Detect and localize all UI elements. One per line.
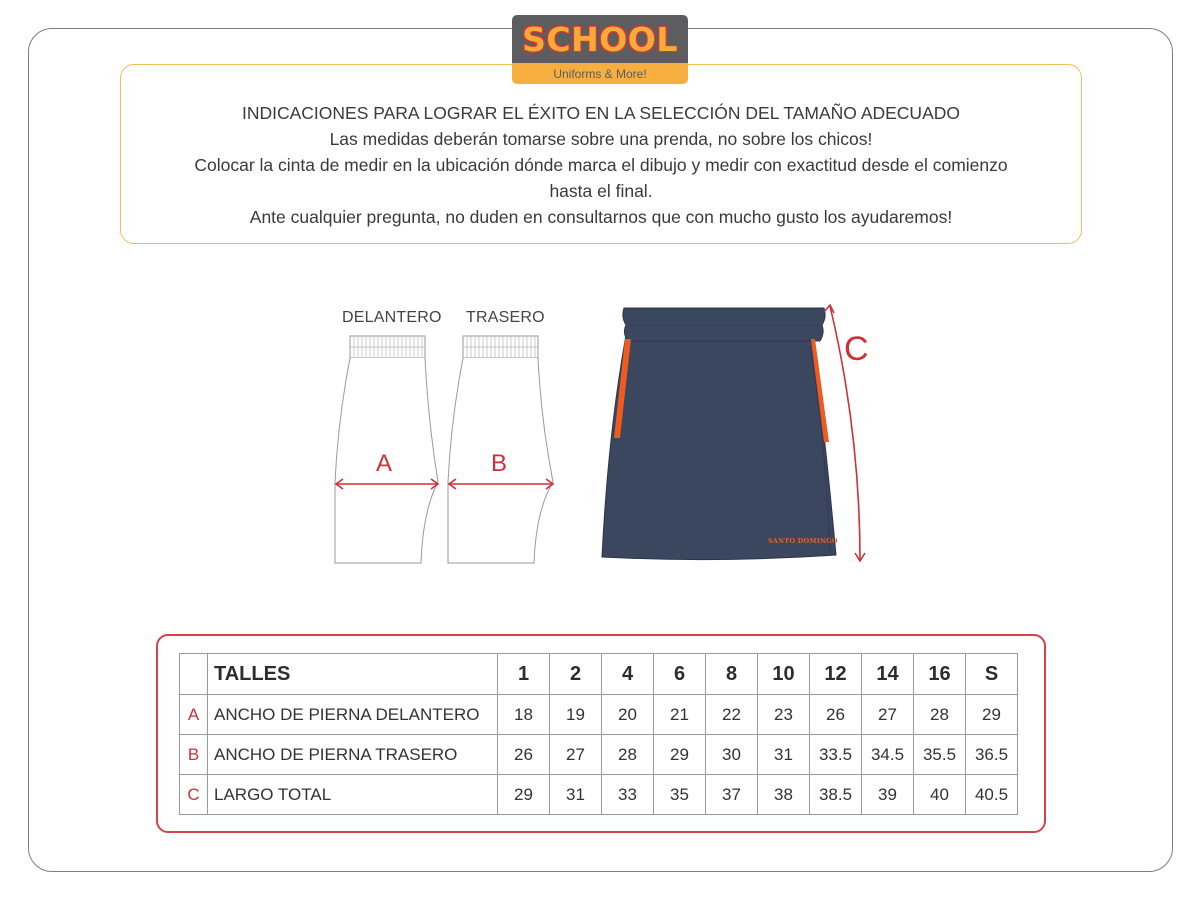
size-header: 4 bbox=[602, 654, 654, 695]
table-cell: 30 bbox=[706, 735, 758, 775]
table-cell: 27 bbox=[862, 695, 914, 735]
table-row bbox=[180, 775, 1018, 815]
table-row bbox=[180, 695, 1018, 735]
measure-label-c: C bbox=[844, 330, 869, 368]
table-cell: 34.5 bbox=[862, 735, 914, 775]
size-header: 16 bbox=[914, 654, 966, 695]
size-table bbox=[179, 653, 1018, 815]
table-cell: 33 bbox=[602, 775, 654, 815]
front-label: DELANTERO bbox=[342, 309, 442, 326]
size-header: 1 bbox=[498, 654, 550, 695]
table-cell: 26 bbox=[810, 695, 862, 735]
header-letter-cell bbox=[180, 654, 208, 695]
table-cell: 31 bbox=[758, 735, 810, 775]
header-label: TALLES bbox=[208, 654, 498, 695]
row-label: LARGO TOTAL bbox=[208, 775, 498, 815]
table-cell: 19 bbox=[550, 695, 602, 735]
table-cell: 23 bbox=[758, 695, 810, 735]
table-cell: 22 bbox=[706, 695, 758, 735]
instructions-line-1: Las medidas deberán tomarse sobre una prenda, no sobre los chicos! bbox=[329, 129, 873, 149]
measure-label-b: B bbox=[491, 450, 508, 477]
table-cell: 40 bbox=[914, 775, 966, 815]
table-cell: 29 bbox=[966, 695, 1018, 735]
instructions-box bbox=[120, 64, 1082, 244]
skirt-illustration bbox=[598, 305, 838, 565]
size-header: 12 bbox=[810, 654, 862, 695]
logo-title: SCHOOL bbox=[522, 19, 678, 59]
table-cell: 35 bbox=[654, 775, 706, 815]
size-header: 6 bbox=[654, 654, 706, 695]
table-cell: 39 bbox=[862, 775, 914, 815]
instructions-title: INDICACIONES PARA LOGRAR EL ÉXITO EN LA SELECCIÓN DEL TAMAÑO ADECUADO bbox=[241, 103, 960, 123]
table-cell: 29 bbox=[498, 775, 550, 815]
table-cell: 33.5 bbox=[810, 735, 862, 775]
instructions-line-2: Colocar la cinta de medir en la ubicación dónde marca el dibujo y medir con exactitud desde el comienzo bbox=[194, 155, 1008, 175]
size-header: S bbox=[966, 654, 1018, 695]
size-header: 8 bbox=[706, 654, 758, 695]
table-cell: 38.5 bbox=[810, 775, 862, 815]
row-letter: B bbox=[180, 735, 208, 775]
table-row bbox=[180, 735, 1018, 775]
table-cell: 29 bbox=[654, 735, 706, 775]
size-header: 2 bbox=[550, 654, 602, 695]
table-cell: 20 bbox=[602, 695, 654, 735]
table-cell: 31 bbox=[550, 775, 602, 815]
logo-top bbox=[512, 15, 688, 63]
size-header: 10 bbox=[758, 654, 810, 695]
size-table-box bbox=[156, 634, 1046, 833]
table-cell: 38 bbox=[758, 775, 810, 815]
size-header: 14 bbox=[862, 654, 914, 695]
table-cell: 18 bbox=[498, 695, 550, 735]
row-label: ANCHO DE PIERNA DELANTERO bbox=[208, 695, 498, 735]
school-logo bbox=[512, 15, 688, 84]
row-label: ANCHO DE PIERNA TRASERO bbox=[208, 735, 498, 775]
measure-arrow-b-icon bbox=[446, 476, 556, 492]
table-cell: 37 bbox=[706, 775, 758, 815]
logo-tagline: Uniforms & More! bbox=[512, 63, 688, 84]
back-label: TRASERO bbox=[466, 309, 545, 326]
table-header-row bbox=[180, 654, 1018, 695]
skirt-embroidery: SANTO DOMINGO bbox=[768, 537, 838, 545]
measure-arrow-a-icon bbox=[333, 476, 441, 492]
row-letter: A bbox=[180, 695, 208, 735]
table-cell: 28 bbox=[914, 695, 966, 735]
table-cell: 40.5 bbox=[966, 775, 1018, 815]
table-cell: 35.5 bbox=[914, 735, 966, 775]
table-cell: 27 bbox=[550, 735, 602, 775]
table-cell: 28 bbox=[602, 735, 654, 775]
measure-label-a: A bbox=[376, 450, 393, 477]
table-cell: 21 bbox=[654, 695, 706, 735]
row-letter: C bbox=[180, 775, 208, 815]
instructions-line-4: Ante cualquier pregunta, no duden en consultarnos que con mucho gusto los ayudaremos! bbox=[249, 207, 953, 227]
table-cell: 26 bbox=[498, 735, 550, 775]
instructions-line-3: hasta el final. bbox=[549, 181, 653, 201]
table-cell: 36.5 bbox=[966, 735, 1018, 775]
